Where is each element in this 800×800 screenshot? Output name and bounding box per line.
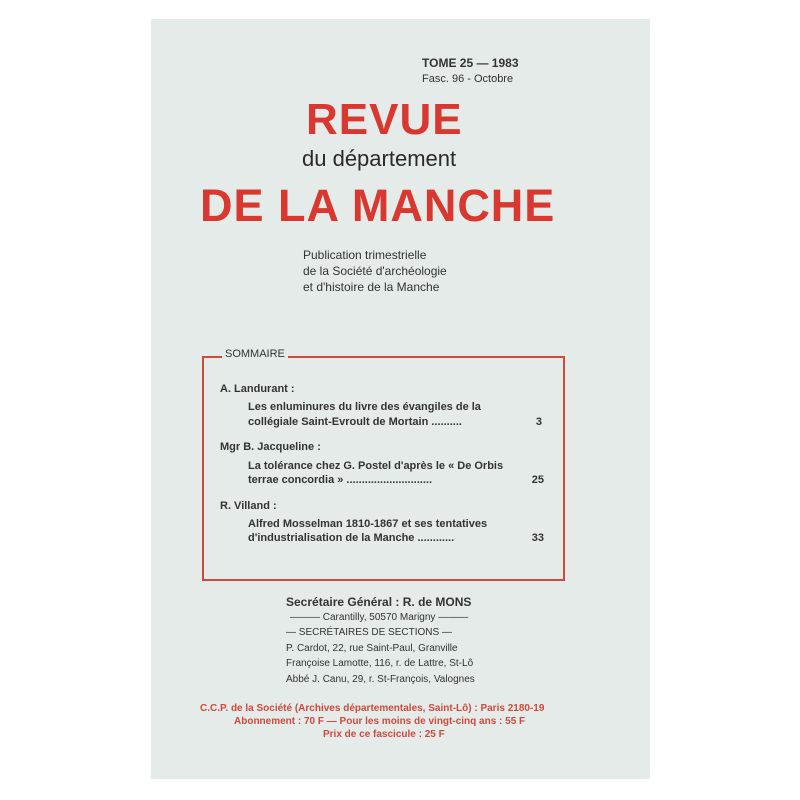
title-departement: du département [302,146,457,171]
entry-title-line: d'industrialisation de la Manche ............ [248,532,455,544]
entry-title-line: La tolérance chez G. Postel d'après le « De Orbis [248,460,504,472]
entry-title-line: terrae concordia » ............................ [248,474,433,486]
entry-title-line: collégiale Saint-Evroult de Mortain .......... [248,416,462,428]
secretary-general: Secrétaire Général : R. de MONS [286,595,472,609]
entry-title-line: Les enluminures du livre des évangiles de la [248,401,481,413]
title-manche: DE LA MANCHE [200,180,556,231]
entry-author: R. Villand : [220,500,277,512]
entry-page-number: 25 [531,474,544,486]
entry-title-line: Alfred Mosselman 1810-1867 et ses tentatives [248,518,488,530]
price-line: Prix de ce fascicule : 25 F [323,729,445,740]
publication-line: et d'histoire de la Manche [303,280,440,294]
ccp-line: C.C.P. de la Société (Archives départementales, Saint-Lô) : Paris 2180-19 [200,703,545,714]
sommaire-heading: SOMMAIRE [222,348,288,360]
publication-line: Publication trimestrielle [303,248,427,262]
secretary-general-address: ——— Carantilly, 50570 Marigny ——— [290,612,469,623]
publication-line: de la Société d'archéologie [303,264,447,278]
subscription-line: Abonnement : 70 F — Pour les moins de vingt-cinq ans : 55 F [234,716,526,727]
section-secretary: P. Cardot, 22, rue Saint-Paul, Granville [286,643,458,654]
entry-author: Mgr B. Jacqueline : [220,441,321,453]
section-secretary: Abbé J. Canu, 29, r. St-François, Valognes [286,674,475,685]
tome-label: TOME 25 — 1983 [422,56,519,70]
title-revue: REVUE [306,95,463,144]
entry-page-number: 33 [531,532,544,544]
sections-heading: — SECRÉTAIRES DE SECTIONS — [286,627,452,638]
section-secretary: Françoise Lamotte, 116, r. de Lattre, St-Lô [286,658,474,669]
fascicule-label: Fasc. 96 - Octobre [422,73,514,85]
entry-author: A. Landurant : [220,383,295,395]
entry-page-number: 3 [535,416,542,428]
